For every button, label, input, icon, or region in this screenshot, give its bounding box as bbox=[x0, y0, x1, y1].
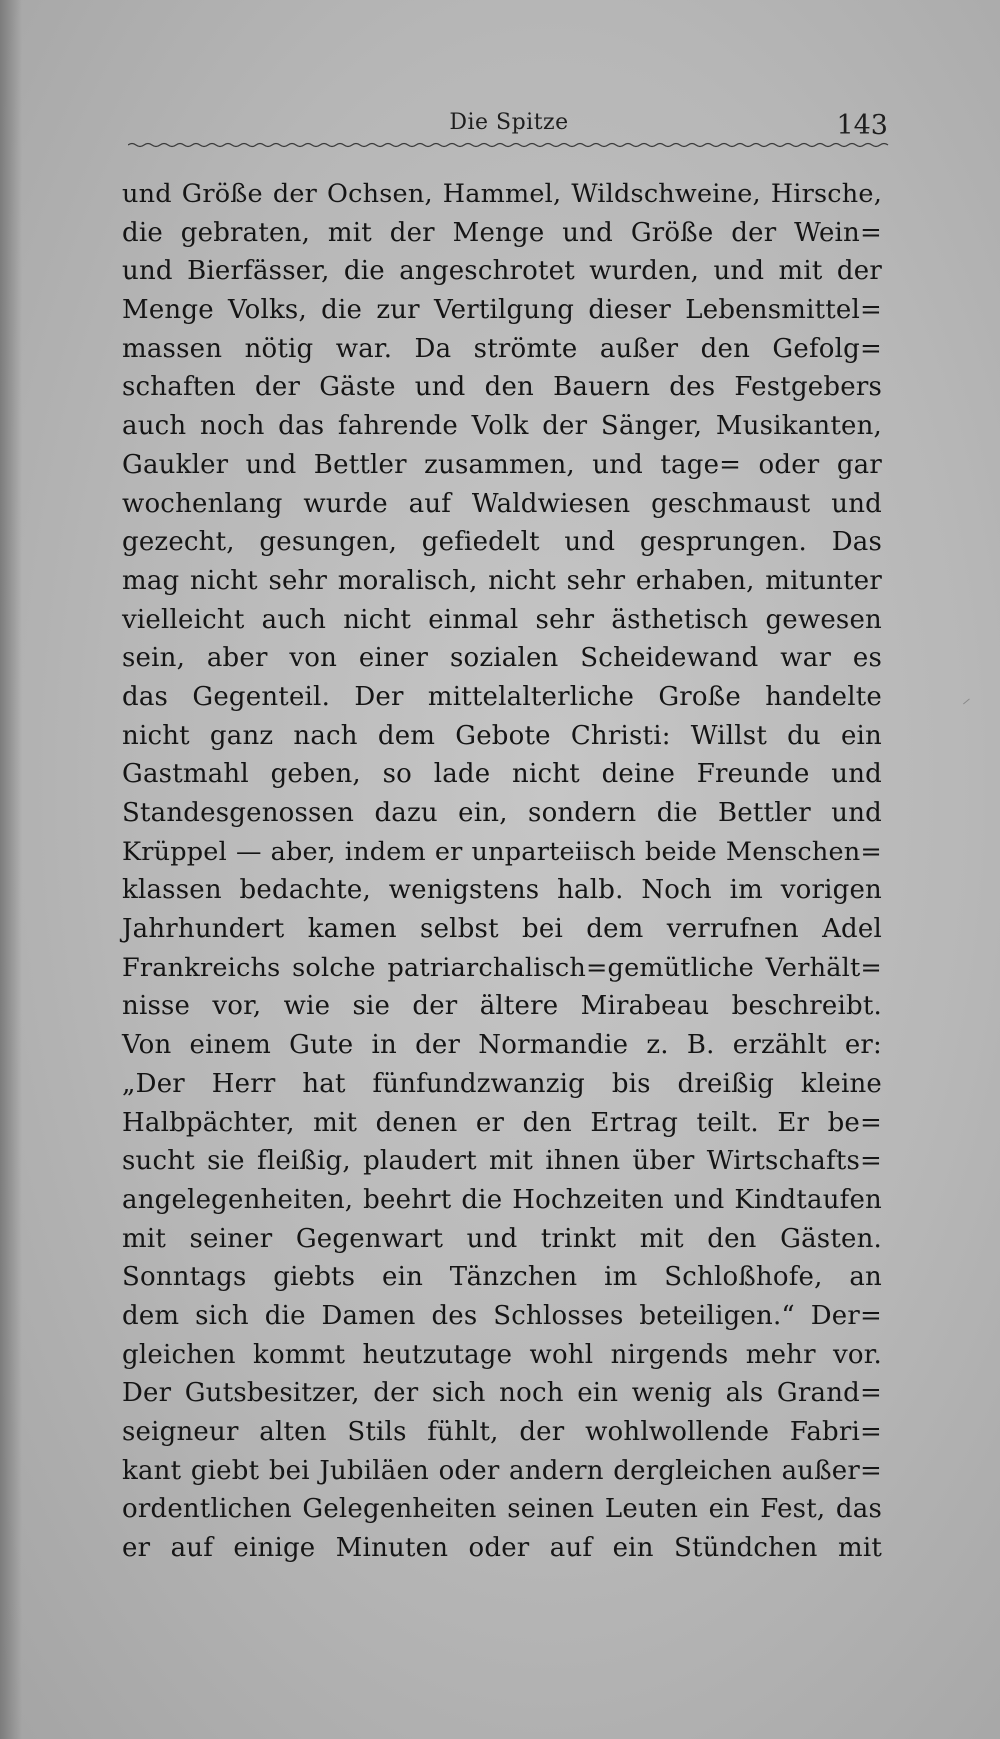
margin-mark bbox=[963, 698, 975, 710]
text-line: Frankreichs solche patriarchalisch=gemütliche Verhält= bbox=[122, 952, 882, 983]
text-line: nicht ganz nach dem Gebote Christi: Willst du ein bbox=[122, 720, 882, 751]
text-line: massen nötig war. Da strömte außer den Gefolg= bbox=[122, 333, 882, 364]
text-line: mag nicht sehr moralisch, nicht sehr erhaben, mitunter bbox=[122, 565, 882, 596]
text-line: schaften der Gäste und den Bauern des Festgebers bbox=[122, 372, 882, 403]
text-line: Von einem Gute in der Normandie z. B. erzählt er: bbox=[122, 1030, 882, 1061]
text-line: und Größe der Ochsen, Hammel, Wildschweine, Hirsche, bbox=[122, 179, 882, 209]
text-line: gleichen kommt heutzutage wohl nirgends mehr vor. bbox=[122, 1339, 882, 1370]
text-line: sucht sie fleißig, plaudert mit ihnen über Wirtschafts= bbox=[122, 1146, 882, 1177]
text-line: Jahrhundert kamen selbst bei dem verrufnen Adel bbox=[122, 914, 882, 945]
text-line: und Bierfässer, die angeschrotet wurden, und mit der bbox=[122, 256, 882, 287]
text-line: ordentlichen Gelegenheiten seinen Leuten ein Fest, das bbox=[122, 1494, 882, 1525]
text-line: das Gegenteil. Der mittelalterliche Große handelte bbox=[122, 681, 882, 712]
text-line: Gastmahl geben, so lade nicht deine Freunde und bbox=[122, 759, 882, 790]
text-line: Menge Volks, die zur Vertilgung dieser Lebensmittel= bbox=[122, 295, 882, 326]
text-line: mit seiner Gegenwart und trinkt mit den Gästen. bbox=[122, 1223, 882, 1254]
text-line: klassen bedachte, wenigstens halb. Noch im vorigen bbox=[122, 875, 882, 906]
text-line: die gebraten, mit der Menge und Größe der Wein= bbox=[122, 217, 882, 248]
page-header bbox=[128, 100, 890, 150]
text-line: er auf einige Minuten oder auf ein Stündchen mit bbox=[122, 1533, 882, 1564]
text-line: Der Gutsbesitzer, der sich noch ein wenig als Grand= bbox=[122, 1378, 882, 1409]
text-line: „Der Herr hat fünfundzwanzig bis dreißig kleine bbox=[122, 1068, 882, 1099]
page-number: 143 bbox=[836, 110, 888, 141]
text-line: auch noch das fahrende Volk der Sänger, Musikanten, bbox=[122, 411, 882, 442]
text-line: Halbpächter, mit denen er den Ertrag teilt. Er be= bbox=[122, 1107, 882, 1138]
text-line: seigneur alten Stils fühlt, der wohlwollende Fabri= bbox=[122, 1417, 882, 1447]
text-line: kant giebt bei Jubiläen oder andern dergleichen außer= bbox=[122, 1455, 882, 1486]
text-line: Gaukler und Bettler zusammen, und tage= oder gar bbox=[122, 449, 882, 480]
text-line: gezecht, gesungen, gefiedelt und gesprungen. Das bbox=[122, 527, 882, 558]
text-line: Krüppel — aber, indem er unparteiisch beide Menschen= bbox=[122, 836, 882, 867]
text-line: wochenlang wurde auf Waldwiesen geschmaust und bbox=[122, 488, 882, 519]
text-line: nisse vor, wie sie der ältere Mirabeau beschreibt. bbox=[122, 991, 882, 1022]
body-text bbox=[122, 175, 882, 1568]
text-line: angelegenheiten, beehrt die Hochzeiten und Kindtaufen bbox=[122, 1184, 882, 1215]
text-line: Sonntags giebts ein Tänzchen im Schloßhofe, an bbox=[122, 1262, 882, 1293]
text-line: vielleicht auch nicht einmal sehr ästhetisch gewesen bbox=[122, 604, 882, 635]
text-line: dem sich die Damen des Schlosses beteiligen.“ Der= bbox=[122, 1300, 882, 1331]
text-line: Standesgenossen dazu ein, sondern die Bettler und bbox=[122, 798, 882, 828]
wavy-header-rule bbox=[128, 142, 890, 148]
page-edge-shadow bbox=[0, 0, 22, 1739]
running-title: Die Spitze bbox=[449, 110, 569, 135]
text-line: sein, aber von einer sozialen Scheidewand war es bbox=[122, 643, 882, 674]
